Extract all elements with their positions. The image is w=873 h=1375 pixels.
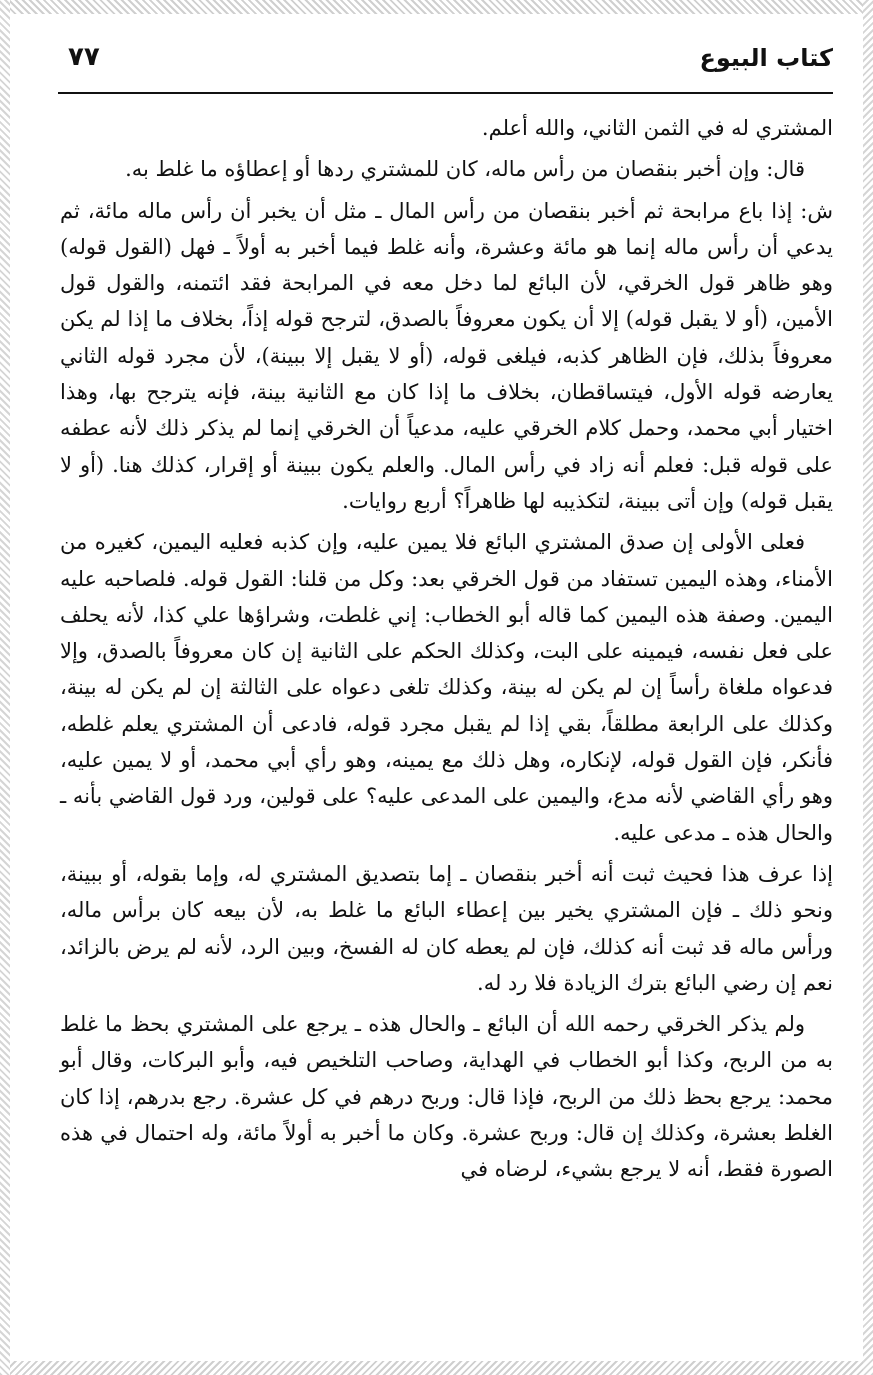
paragraph-1: المشتري له في الثمن الثاني، والله أعلم. bbox=[481, 116, 833, 140]
header-rule bbox=[58, 92, 833, 94]
running-title: كتاب البيوع bbox=[699, 44, 833, 72]
paragraph-6: ولم يذكر الخرقي رحمه الله أن البائع ـ والحال هذه ـ يرجع على المشتري بحظ ما غلط به من الربح، وكذا أبو الخطاب في الهداية، وصاحب التلخيص فيه، وأبو البركات، وقال أبو محمد: يرجع بحظ ذلك من الربح، فإذا قال: وربح درهم في كل عشرة. رجع بدرهم، إذا كان الغلط بعشرة، وكذلك إن قال: وربح عشرة. وكان ما أخبر به أولاً مائة، وله احتمال في هذه الصورة فقط، أنه لا يرجع بشيء، لرضاه في bbox=[60, 1012, 833, 1182]
decorative-border-left bbox=[0, 0, 10, 1375]
paragraph-5: إذا عرف هذا فحيث ثبت أنه أخبر بنقصان ـ إما بتصديق المشتري له، وإما بقوله، أو ببينة، ونحو ذلك ـ فإن المشتري يخير بين إعطاء البائع ما غلط به، لأن بيعه كان برأس ماله، ورأس ماله قد ثبت أنه كذلك، فإن لم يعطه كان له الفسخ، وبين الرد، لأنه لم يرض بالزائد، نعم إن رضي البائع بترك الزيادة فلا رد له. bbox=[60, 861, 833, 995]
decorative-border-bottom bbox=[0, 1361, 873, 1375]
page-header bbox=[58, 40, 833, 88]
decorative-border-right bbox=[863, 0, 873, 1375]
paragraph-4: فعلى الأولى إن صدق المشتري البائع فلا يمين عليه، وإن كذبه فعليه اليمين، كغيره من الأمناء، وهذه اليمين تستفاد من قول الخرقي بعد: وكل من قلنا: القول قوله. فلصاحبه عليه اليمين. وصفة هذه اليمين كما قاله أبو الخطاب: إني غلطت، وشراؤها علي كذا، لأنه يحلف على فعل نفسه، فيمينه على البت، وكذلك الحكم على الثانية إن كان معروفاً بالصدق، وإلا فدعواه ملغاة رأساً إن لم يكن له بينة، وكذلك تلغى دعواه على الثالثة إن لم يكن له بينة، وكذلك على الرابعة مطلقاً، بقي إذا لم يقبل مجرد قوله، فادعى أن المشتري يعلم غلطه، فأنكر، فإن القول قوله، لإنكاره، وهل ذلك مع يمينه، وهو رأي أبي محمد، أو لا يمين عليه، وهو رأي القاضي لأنه مدع، واليمين على المدعى عليه؟ على قولين، ورد قول القاضي بأنه ـ والحال هذه ـ مدعى عليه. bbox=[60, 530, 833, 845]
paragraph-3: ش: إذا باع مرابحة ثم أخبر بنقصان من رأس المال ـ مثل أن يخبر أن رأس ماله مائة، ثم يدعي أن رأس ماله إنما هو مائة وعشرة، وأنه غلط فيما أخبر به أولاً ـ فهل (القول قوله) وهو ظاهر قول الخرقي، لأن البائع لما دخل معه في المرابحة فقد ائتمنه، والقول قول الأمين، (أو لا يقبل قوله) إلا أن يكون معروفاً بالصدق، لترجح قوله إذاً، بخلاف ما إذا لم يكن معروفاً بذلك، فإن الظاهر كذبه، فيلغى قوله، (أو لا يقبل إلا ببينة)، لأن مجرد قوله الثاني يعارضه قوله الأول، فيتساقطان، بخلاف ما إذا كان مع الثانية بينة، فإنه يترجح بها، وهذا اختيار أبي محمد، وحمل كلام الخرقي عليه، مدعياً أن الخرقي إنما لم يذكر ذلك لأنه عطفه على قوله قبل: فعلم أنه زاد في رأس المال. والعلم يكون ببينة أو إقرار، كذلك هنا. (أو لا يقبل قوله) وإن أتى ببينة، لتكذيبه لها ظاهراً؟ أربع روايات. bbox=[60, 198, 833, 513]
decorative-border-top bbox=[0, 0, 873, 14]
paragraph-2: قال: وإن أخبر بنقصان من رأس ماله، كان للمشتري ردها أو إعطاؤه ما غلط به. bbox=[125, 157, 805, 182]
body-text bbox=[60, 110, 833, 1188]
page-number: ٧٧ bbox=[68, 42, 100, 72]
